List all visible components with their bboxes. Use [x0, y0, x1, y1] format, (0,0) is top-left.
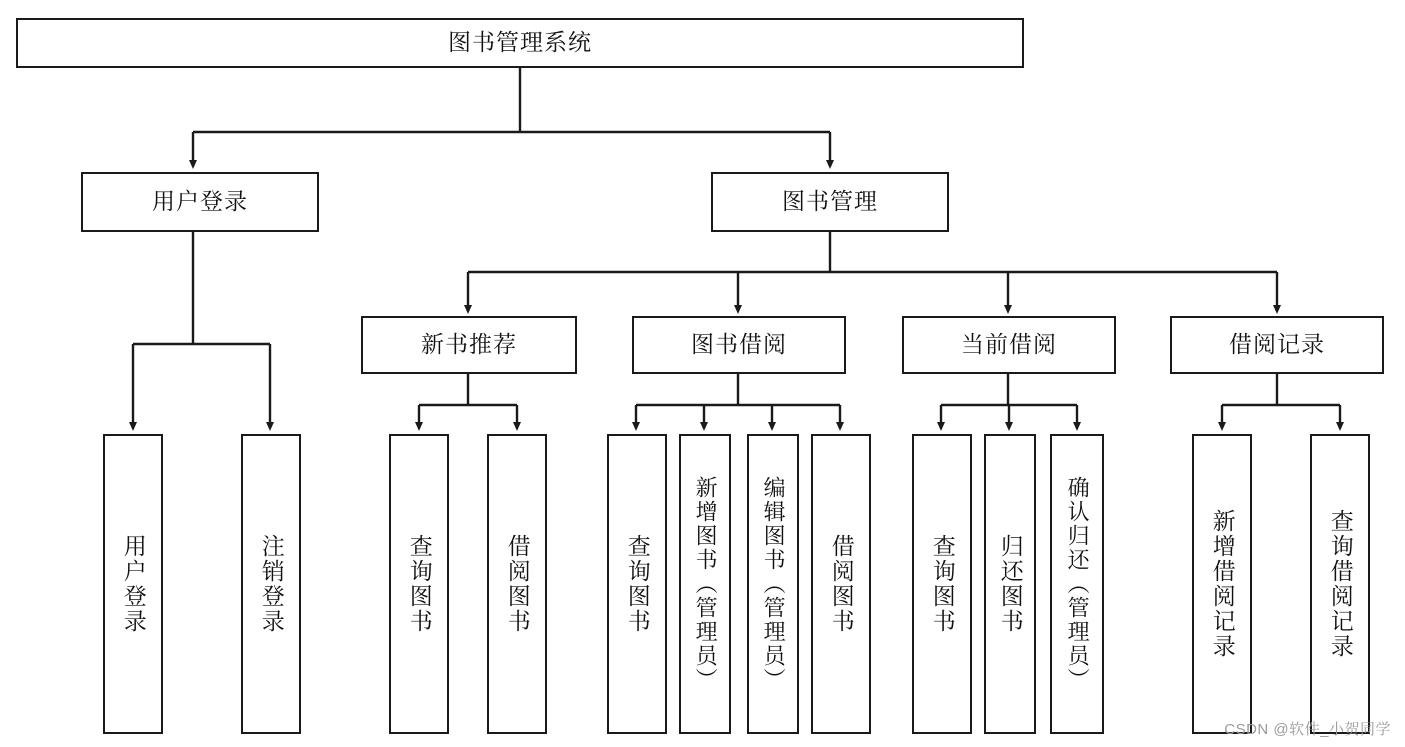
node-login-child-user-login [103, 434, 163, 734]
node-record-child-add-record-label: 新增借阅记录 [1209, 509, 1236, 659]
node-book-borrow-label: 图书借阅 [691, 331, 787, 358]
node-current-child-confirm-return [1050, 434, 1104, 734]
node-borrow-child-edit-book [747, 434, 799, 734]
node-book-borrow [632, 316, 846, 374]
node-borrow-child-query-book-label: 查询图书 [624, 534, 651, 634]
node-recommend-child-query-book [389, 434, 449, 734]
node-new-book-recommend [361, 316, 577, 374]
node-current-child-confirm-return-label: 确认归还（管理员） [1065, 476, 1091, 692]
node-root [16, 18, 1024, 68]
node-borrow-record [1170, 316, 1384, 374]
node-current-borrow [902, 316, 1116, 374]
node-book-management [711, 172, 949, 232]
node-record-child-query-record [1310, 434, 1370, 734]
node-login-child-user-login-label: 用户登录 [120, 534, 147, 634]
node-borrow-child-query-book [607, 434, 667, 734]
watermark: CSDN @软件_小贺同学 [1224, 721, 1391, 738]
node-login-child-logout-label: 注销登录 [258, 534, 285, 634]
node-recommend-child-borrow-book [487, 434, 547, 734]
node-recommend-child-borrow-book-label: 借阅图书 [504, 534, 531, 634]
node-login-child-logout [241, 434, 301, 734]
node-current-child-query-book-label: 查询图书 [929, 534, 956, 634]
node-record-child-query-record-label: 查询借阅记录 [1327, 509, 1354, 659]
node-borrow-child-add-book [679, 434, 731, 734]
node-new-book-recommend-label: 新书推荐 [421, 331, 517, 358]
node-current-child-query-book [912, 434, 972, 734]
node-borrow-record-label: 借阅记录 [1229, 331, 1325, 358]
node-recommend-child-query-book-label: 查询图书 [406, 534, 433, 634]
node-current-child-return-book-label: 归还图书 [997, 534, 1024, 634]
node-current-child-return-book [984, 434, 1036, 734]
node-record-child-add-record [1192, 434, 1252, 734]
node-book-management-label: 图书管理 [782, 188, 878, 215]
node-borrow-child-borrow-book-label: 借阅图书 [828, 534, 855, 634]
node-root-label: 图书管理系统 [448, 29, 592, 56]
node-current-borrow-label: 当前借阅 [961, 331, 1057, 358]
node-borrow-child-borrow-book [811, 434, 871, 734]
node-user-login-label: 用户登录 [152, 188, 248, 215]
node-borrow-child-edit-book-label: 编辑图书（管理员） [761, 476, 787, 692]
node-borrow-child-add-book-label: 新增图书（管理员） [693, 476, 719, 692]
node-user-login [81, 172, 319, 232]
